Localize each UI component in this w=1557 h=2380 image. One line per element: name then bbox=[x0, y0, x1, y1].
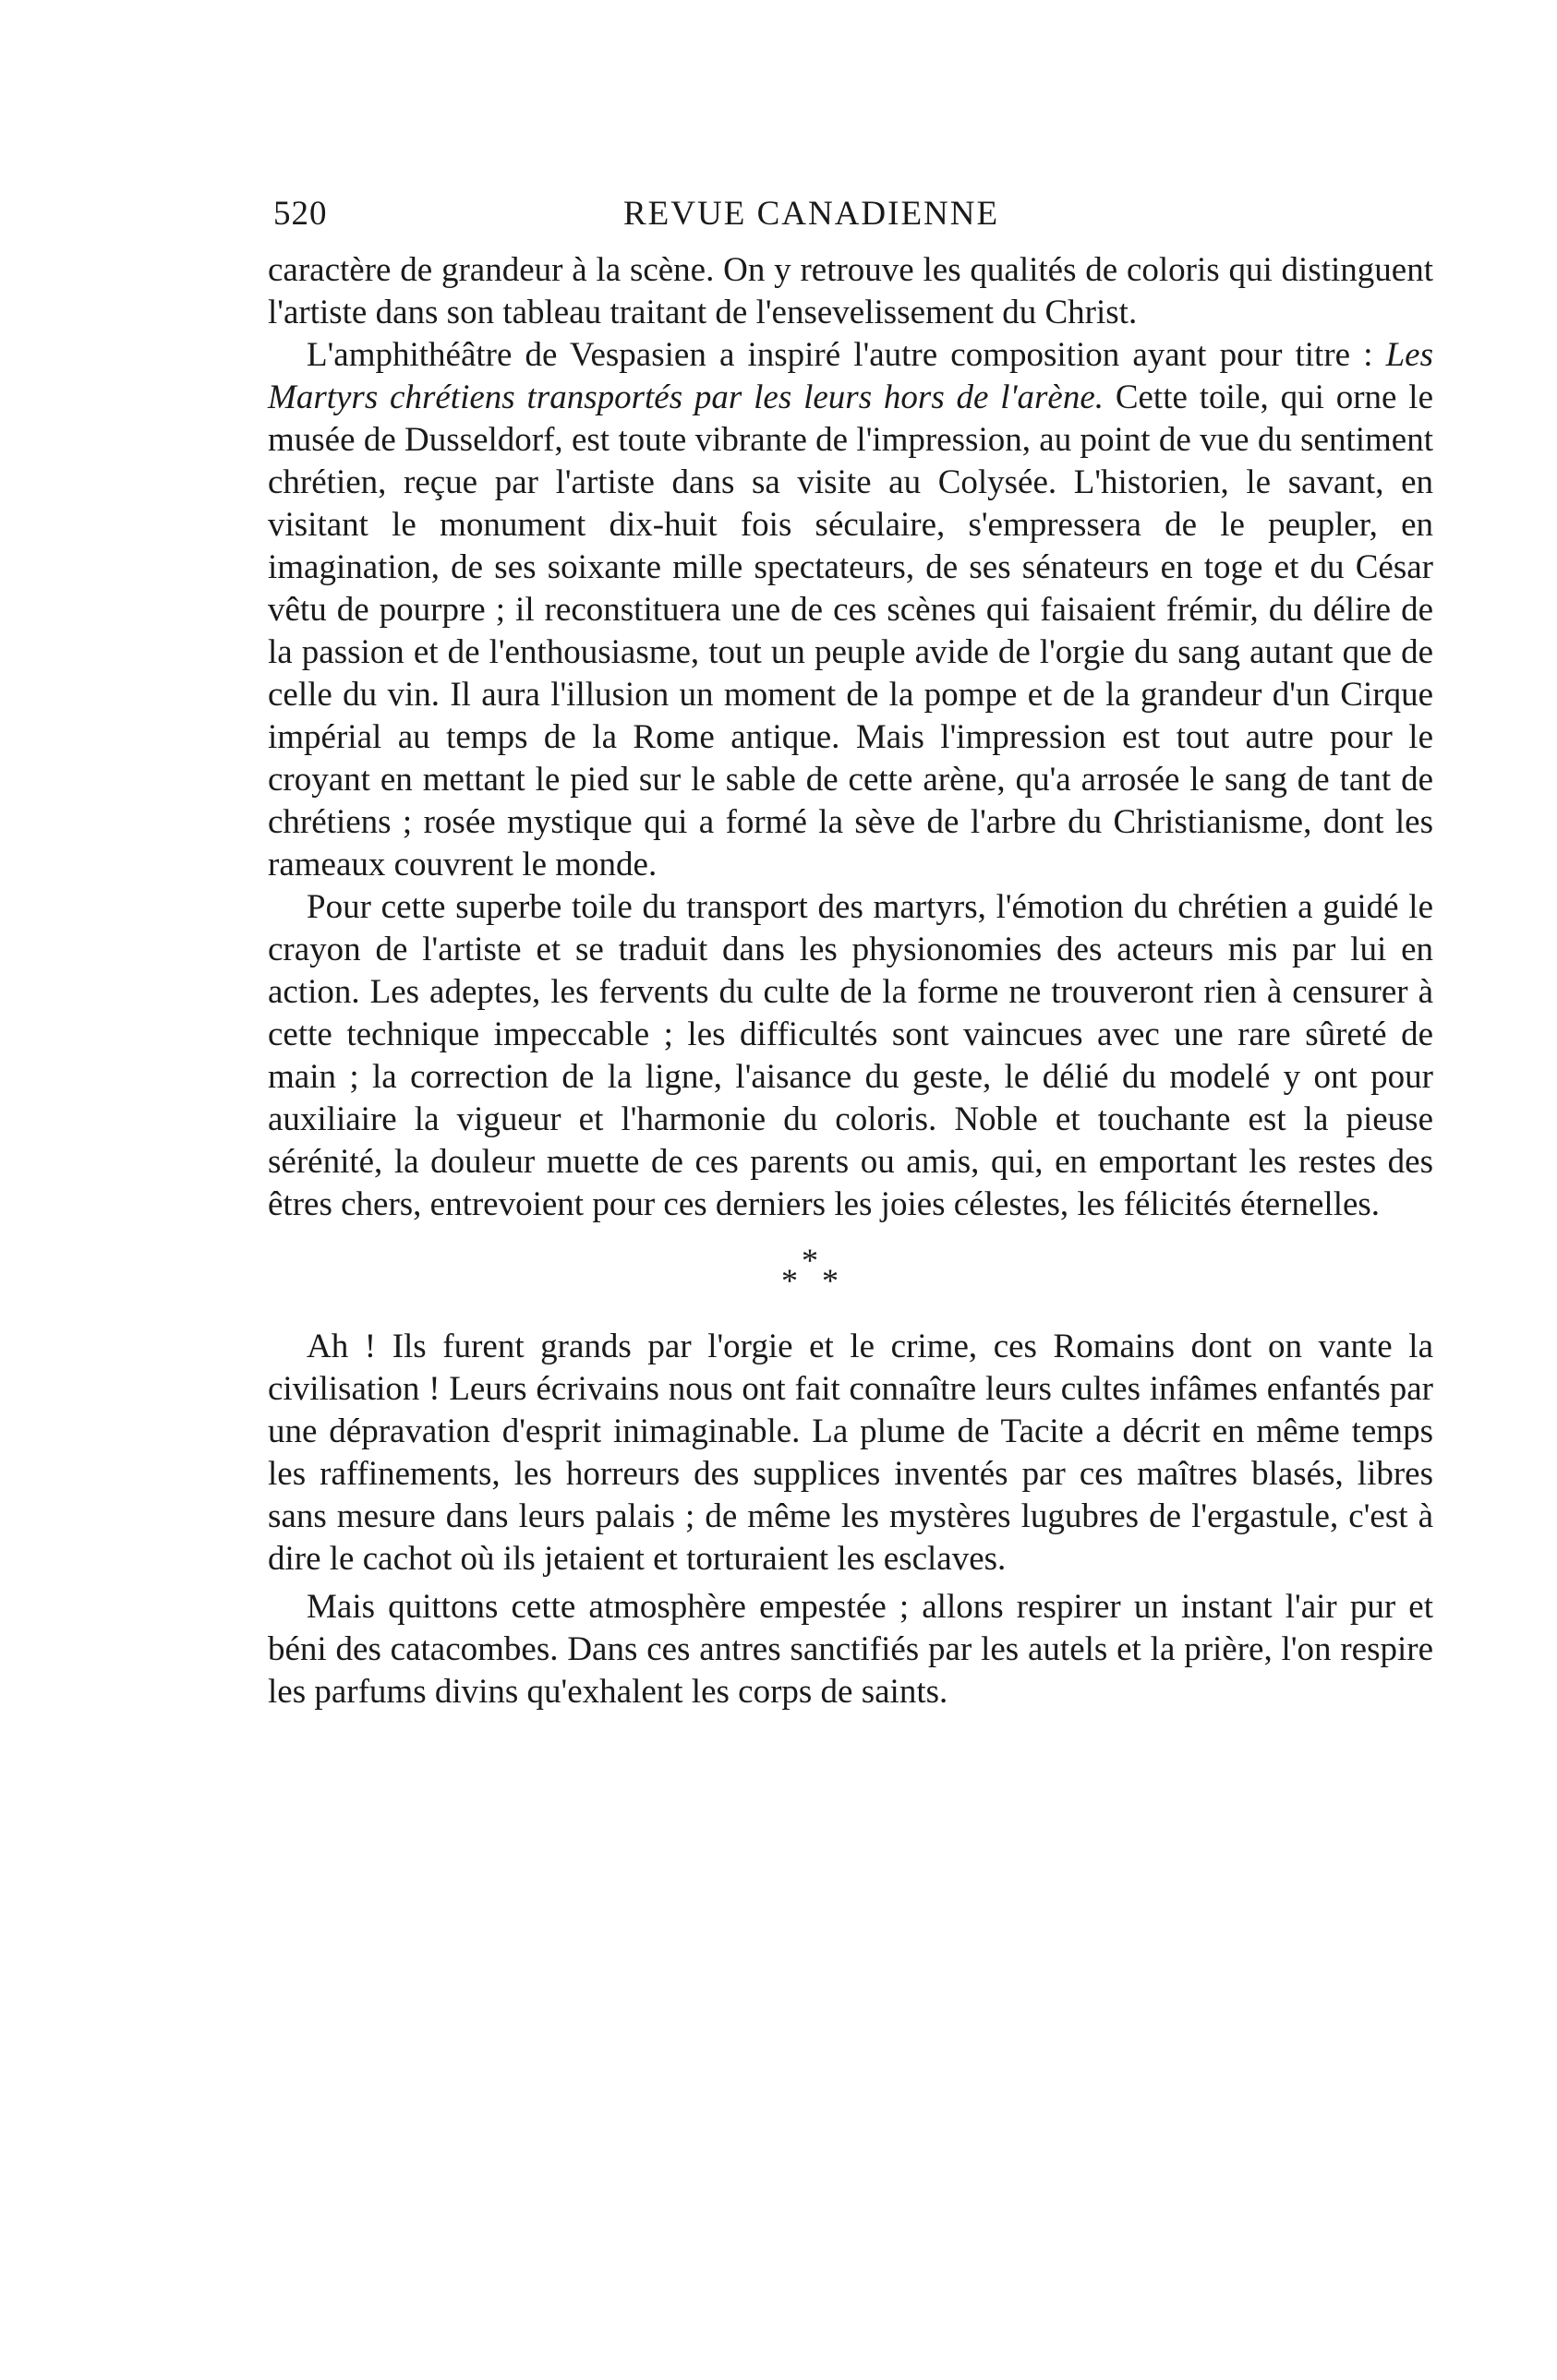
asterism-star-left: * bbox=[781, 1262, 798, 1299]
paragraph-2 bbox=[268, 334, 1433, 886]
paragraph-1: caractère de grandeur à la scène. On y retrouve les qualités de coloris qui distinguent l'artiste dans son tableau traitant de l'ensevelissement du Christ. bbox=[268, 251, 1433, 331]
running-header bbox=[268, 194, 1433, 249]
paragraph-3: Pour cette superbe toile du transport des martyrs, l'émotion du chrétien a guidé le crayon de l'artiste et se traduit dans les physionomies des acteurs mis par lui en action. Les adeptes, les fervents du culte de la forme ne trouveront rien à censurer à cette technique impeccable ; les difficultés sont vaincues avec une rare sûreté de main ; la correction de la ligne, l'aisance du geste, le délié du modelé y ont pour auxiliaire la vigueur et l'harmonie du coloris. Noble et touchante est la pieuse sérénité, la douleur muette de ces parents ou amis, qui, en emportant les restes des êtres chers, entrevoient pour ces derniers les joies célestes, les félicités éternelles. bbox=[268, 888, 1433, 1223]
paragraph-2-text-after: Cette toile, qui orne le musée de Dusseldorf, est toute vibrante de l'impression, au point de vue du sentiment chrétien, reçue par l'artiste dans sa visite au Colysée. L'historien, le savant, en visitant le monument dix-huit fois séculaire, s'empressera de le peupler, en imagination, de ses soixante mille spectateurs, de ses sénateurs en toge et du César vêtu de pourpre ; il reconstituera une de ces scènes qui faisaient frémir, du délire de la passion et de l'enthousiasme, tout un peuple avide de l'orgie du sang autant que de celle du vin. Il aura l'illusion un moment de la pompe et de la grandeur d'un Cirque impérial au temps de la Rome antique. Mais l'impression est tout autre pour le croyant en mettant le pied sur le sable de cette arène, qu'a arrosée le sang de tant de chrétiens ; rosée mystique qui a formé la sève de l'arbre du Christianisme, dont les rameaux couvrent le monde. bbox=[268, 379, 1433, 883]
paragraph-2-text-before: L'amphithéâtre de Vespasien a inspiré l'autre composition ayant pour titre : bbox=[307, 336, 1386, 374]
running-title: REVUE CANADIENNE bbox=[623, 195, 1000, 233]
asterism-star-right: * bbox=[822, 1262, 839, 1299]
asterism-star-top: * bbox=[802, 1242, 818, 1279]
paragraph-4: Ah ! Ils furent grands par l'orgie et le crime, ces Romains dont on vante la civilisation ! Leurs écrivains nous ont fait connaître leurs cultes infâmes enfantés par une dépravation d'esprit inimaginable. La plume de Tacite a décrit en même temps les raffinements, les horreurs des supplices inventés par ces maîtres blasés, libres sans mesure dans leurs palais ; de même les mystères lugubres de l'ergastule, c'est à dire le cachot où ils jetaient et torturaient les esclaves. bbox=[268, 1328, 1433, 1578]
page bbox=[268, 194, 1433, 1713]
section-break-asterism bbox=[268, 1241, 1433, 1326]
painting-title: Les Martyrs chrétiens transportés par les leurs hors de l'arène. bbox=[268, 336, 1433, 416]
page-number: 520 bbox=[273, 195, 328, 233]
paragraph-5: Mais quittons cette atmosphère empestée ; allons respirer un instant l'air pur et béni des catacombes. Dans ces antres sanctifiés par les autels et la prière, l'on respire les parfums divins qu'exhalent les corps de saints. bbox=[268, 1588, 1433, 1711]
